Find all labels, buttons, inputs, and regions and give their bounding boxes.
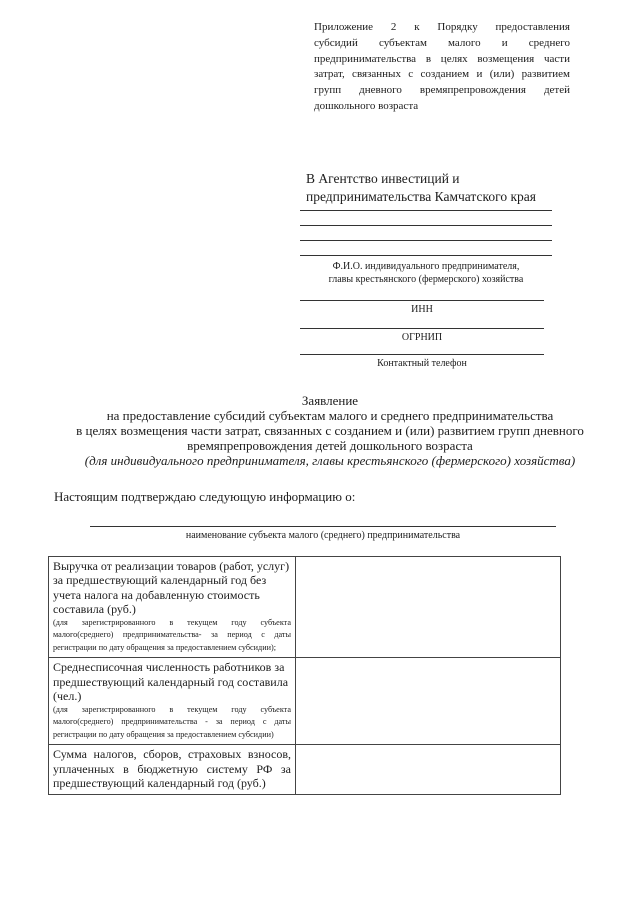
question-cell: [49, 557, 296, 658]
recipient-line-2: предпринимательства Камчатского края: [306, 189, 536, 204]
table-row: [49, 557, 561, 658]
question-main: Сумма налогов, сборов, страховых взносов, уплаченных в бюджетную систему РФ за предшествующий календарный год (руб.): [53, 747, 291, 791]
answer-cell[interactable]: [296, 658, 561, 745]
subject-name-caption: наименование субъекта малого (среднего) предпринимательства: [185, 530, 461, 541]
applicant-line[interactable]: [300, 210, 552, 211]
inn-line[interactable]: [300, 300, 544, 301]
appendix-line: групп дневного времяпрепровождения детей: [314, 84, 570, 97]
applicant-line[interactable]: [300, 240, 552, 241]
answer-cell[interactable]: [296, 557, 561, 658]
document-title: Заявление: [301, 393, 359, 408]
question-cell: [49, 658, 296, 745]
appendix-line: дошкольного возраста: [314, 99, 419, 112]
appendix-line: субсидий субъектам малого и среднего: [314, 36, 570, 49]
appendix-header: [314, 20, 570, 115]
table-row: [49, 745, 561, 794]
phone-line[interactable]: [300, 354, 544, 355]
ogrnip-line[interactable]: [300, 328, 544, 329]
table-row: [49, 658, 561, 745]
applicant-line[interactable]: [300, 225, 552, 226]
question-note: (для зарегистрированного в текущем году субъекта малого(среднего) предпринимательства- за период с даты регистрации по дату обращения за предоставлением субсидии);: [53, 617, 291, 652]
title-line-3: в целях возмещения части затрат, связанных с созданием и (или) развитием групп дневного: [76, 423, 584, 438]
question-note: (для зарегистрированного в текущем году субъекта малого(среднего) предпринимательства - за период с даты регистрации по дату обращения за предоставлением субсидии): [53, 704, 291, 739]
recipient-block: [306, 170, 536, 206]
question-main: Выручка от реализации товаров (работ, услуг) за предшествующий календарный год без учета налога на добавленную стоимость составила (руб.): [53, 559, 290, 617]
question-main: Среднесписочная численность работников за предшествующий календарный год составила (чел.): [53, 660, 289, 704]
inn-caption: ИНН: [411, 304, 433, 315]
title-line-2: на предоставление субсидий субъектам малого и среднего предпринимательства: [106, 408, 554, 423]
fio-caption: [300, 261, 552, 285]
applicant-line[interactable]: [300, 255, 552, 256]
recipient-line-1: В Агентство инвестиций и: [306, 171, 460, 186]
title-line-5: (для индивидуального предпринимателя, главы крестьянского (фермерского) хозяйства): [84, 453, 576, 468]
appendix-line: затрат, связанных с созданием и (или) развитием: [314, 68, 570, 81]
confirm-text: Настоящим подтверждаю следующую информацию о:: [54, 489, 356, 504]
appendix-line: предпринимательства в целях возмещения части: [314, 52, 570, 65]
appendix-line: Приложение 2 к Порядку предоставления: [314, 21, 570, 33]
subject-name-line[interactable]: [90, 526, 556, 527]
title-line-4: времяпрепровождения детей дошкольного возраста: [187, 438, 473, 453]
fio-caption-line-1: Ф.И.О. индивидуального предпринимателя,: [332, 261, 520, 272]
phone-caption: Контактный телефон: [377, 358, 467, 369]
question-cell: [49, 745, 296, 794]
ogrnip-caption: ОГРНИП: [401, 332, 443, 343]
answer-cell[interactable]: [296, 745, 561, 794]
info-table: [48, 556, 561, 795]
fio-caption-line-2: главы крестьянского (фермерского) хозяйства: [328, 274, 524, 285]
